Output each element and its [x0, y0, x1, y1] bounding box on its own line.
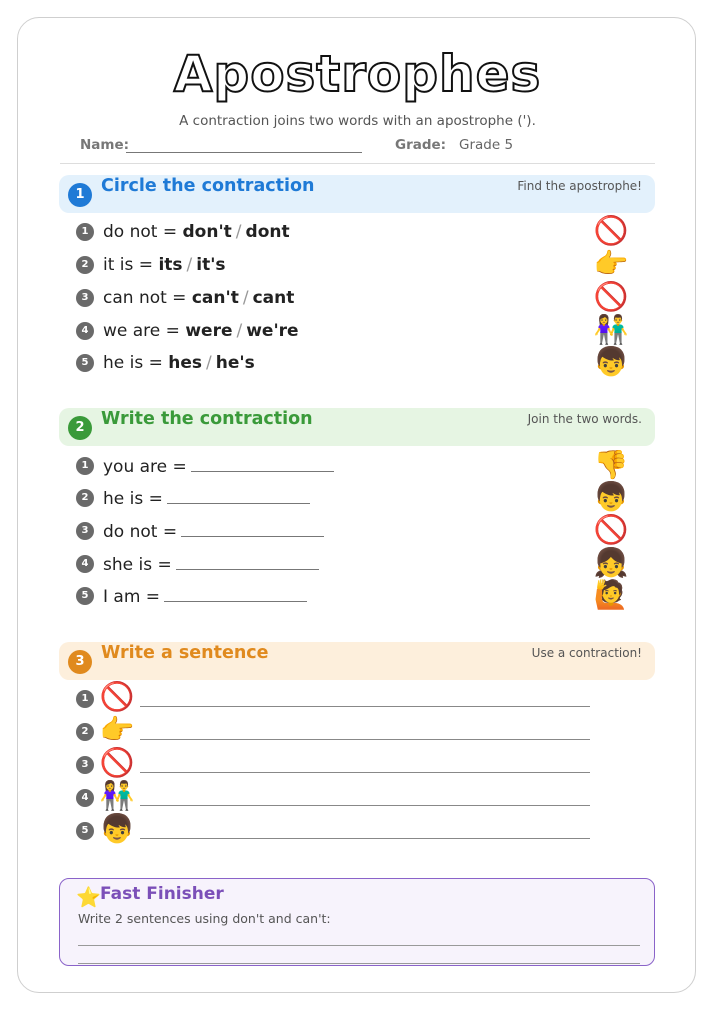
- item-text: [103, 518, 324, 545]
- item-text: [103, 252, 226, 278]
- item-number: 1: [76, 690, 94, 708]
- answer-blank[interactable]: [181, 518, 324, 537]
- sentence-line[interactable]: [140, 838, 590, 839]
- grade-label: Grade:: [395, 137, 447, 153]
- answer-blank[interactable]: [176, 551, 319, 570]
- item-prompt: you are =: [103, 457, 187, 477]
- option-2[interactable]: it's: [196, 255, 226, 275]
- item-text: [103, 219, 290, 245]
- section-number-badge: 3: [68, 650, 92, 674]
- option-separator: /: [242, 288, 249, 308]
- item-number: 3: [76, 289, 94, 307]
- answer-blank[interactable]: [191, 453, 334, 472]
- thumbs-down-pointing-icon: 👎: [593, 448, 629, 481]
- section-title: Circle the contraction: [101, 176, 315, 196]
- option-1[interactable]: its: [158, 255, 183, 275]
- item-number: 3: [76, 522, 94, 540]
- answer-blank[interactable]: [167, 485, 310, 504]
- boy-face-icon: 👦: [593, 345, 629, 378]
- item-text: [103, 453, 334, 480]
- grade-value: Grade 5: [459, 137, 514, 153]
- item-number: 4: [76, 555, 94, 573]
- item-prompt: we are =: [103, 321, 180, 341]
- name-input-line[interactable]: [126, 152, 362, 153]
- item-number: 5: [76, 354, 94, 372]
- fast-finisher-box: [59, 878, 655, 966]
- option-separator: /: [186, 255, 193, 275]
- section-2-header: [59, 408, 655, 446]
- fast-finisher-instruction: Write 2 sentences using don't and can't:: [78, 911, 331, 926]
- item-number: 2: [76, 489, 94, 507]
- option-1[interactable]: hes: [168, 353, 203, 373]
- item-prompt: do not =: [103, 222, 178, 242]
- item-prompt: she is =: [103, 555, 172, 575]
- answer-blank[interactable]: [164, 583, 307, 602]
- option-1[interactable]: were: [185, 321, 233, 341]
- no-entry-icon: 🚫: [593, 513, 629, 546]
- page-title: Apostrophes: [173, 45, 542, 103]
- option-2[interactable]: we're: [246, 321, 299, 341]
- people-holding-hands-icon: 👫: [99, 779, 135, 812]
- item-number: 4: [76, 322, 94, 340]
- person-raising-hand-icon: 🙋: [593, 578, 629, 611]
- item-text: [103, 485, 310, 512]
- item-number: 2: [76, 723, 94, 741]
- section-1-header: [59, 175, 655, 213]
- section-title: Write the contraction: [101, 409, 313, 429]
- option-2[interactable]: dont: [245, 222, 290, 242]
- item-prompt: can not =: [103, 288, 187, 308]
- sentence-line[interactable]: [140, 706, 590, 707]
- option-separator: /: [206, 353, 212, 373]
- item-number: 2: [76, 256, 94, 274]
- answer-line[interactable]: [78, 963, 640, 964]
- item-prompt: it is =: [103, 255, 154, 275]
- answer-line[interactable]: [78, 945, 640, 946]
- boy-face-icon: 👦: [593, 480, 629, 513]
- item-text: [103, 583, 307, 610]
- item-number: 5: [76, 587, 94, 605]
- item-prompt: he is =: [103, 353, 163, 373]
- section-number-badge: 1: [68, 183, 92, 207]
- item-number: 4: [76, 789, 94, 807]
- item-text: [103, 318, 299, 344]
- no-entry-icon: 🚫: [99, 680, 135, 713]
- item-number: 5: [76, 822, 94, 840]
- subtitle: A contraction joins two words with an apostrophe (').: [179, 113, 536, 129]
- divider: [60, 163, 655, 164]
- section-number-badge: 2: [68, 416, 92, 440]
- section-hint: Find the apostrophe!: [517, 179, 642, 193]
- item-prompt: he is =: [103, 489, 163, 509]
- section-3-header: [59, 642, 655, 680]
- star-icon: ⭐: [76, 885, 101, 909]
- option-2[interactable]: cant: [252, 288, 295, 308]
- option-1[interactable]: don't: [182, 222, 232, 242]
- fast-finisher-title: Fast Finisher: [100, 884, 224, 904]
- item-prompt: do not =: [103, 522, 178, 542]
- item-number: 1: [76, 223, 94, 241]
- pointing-hand-icon: 👉: [593, 247, 629, 280]
- section-hint: Join the two words.: [527, 412, 642, 426]
- option-1[interactable]: can't: [191, 288, 239, 308]
- boy-face-icon: 👦: [99, 812, 135, 845]
- option-separator: /: [235, 222, 242, 242]
- item-number: 3: [76, 756, 94, 774]
- section-title: Write a sentence: [101, 643, 269, 663]
- section-hint: Use a contraction!: [531, 646, 642, 660]
- name-label: Name:: [80, 137, 130, 153]
- no-entry-icon: 🚫: [593, 280, 629, 313]
- people-holding-hands-icon: 👫: [593, 313, 629, 346]
- item-text: [103, 350, 255, 376]
- option-separator: /: [236, 321, 243, 341]
- girl-face-icon: 👧: [593, 546, 629, 579]
- sentence-line[interactable]: [140, 805, 590, 806]
- option-2[interactable]: he's: [215, 353, 255, 373]
- sentence-line[interactable]: [140, 772, 590, 773]
- sentence-line[interactable]: [140, 739, 590, 740]
- no-entry-icon: 🚫: [99, 746, 135, 779]
- item-prompt: I am =: [103, 587, 161, 607]
- no-entry-icon: 🚫: [593, 214, 629, 247]
- pointing-hand-icon: 👉: [99, 713, 135, 746]
- item-text: [103, 551, 319, 578]
- item-text: [103, 285, 294, 311]
- item-number: 1: [76, 457, 94, 475]
